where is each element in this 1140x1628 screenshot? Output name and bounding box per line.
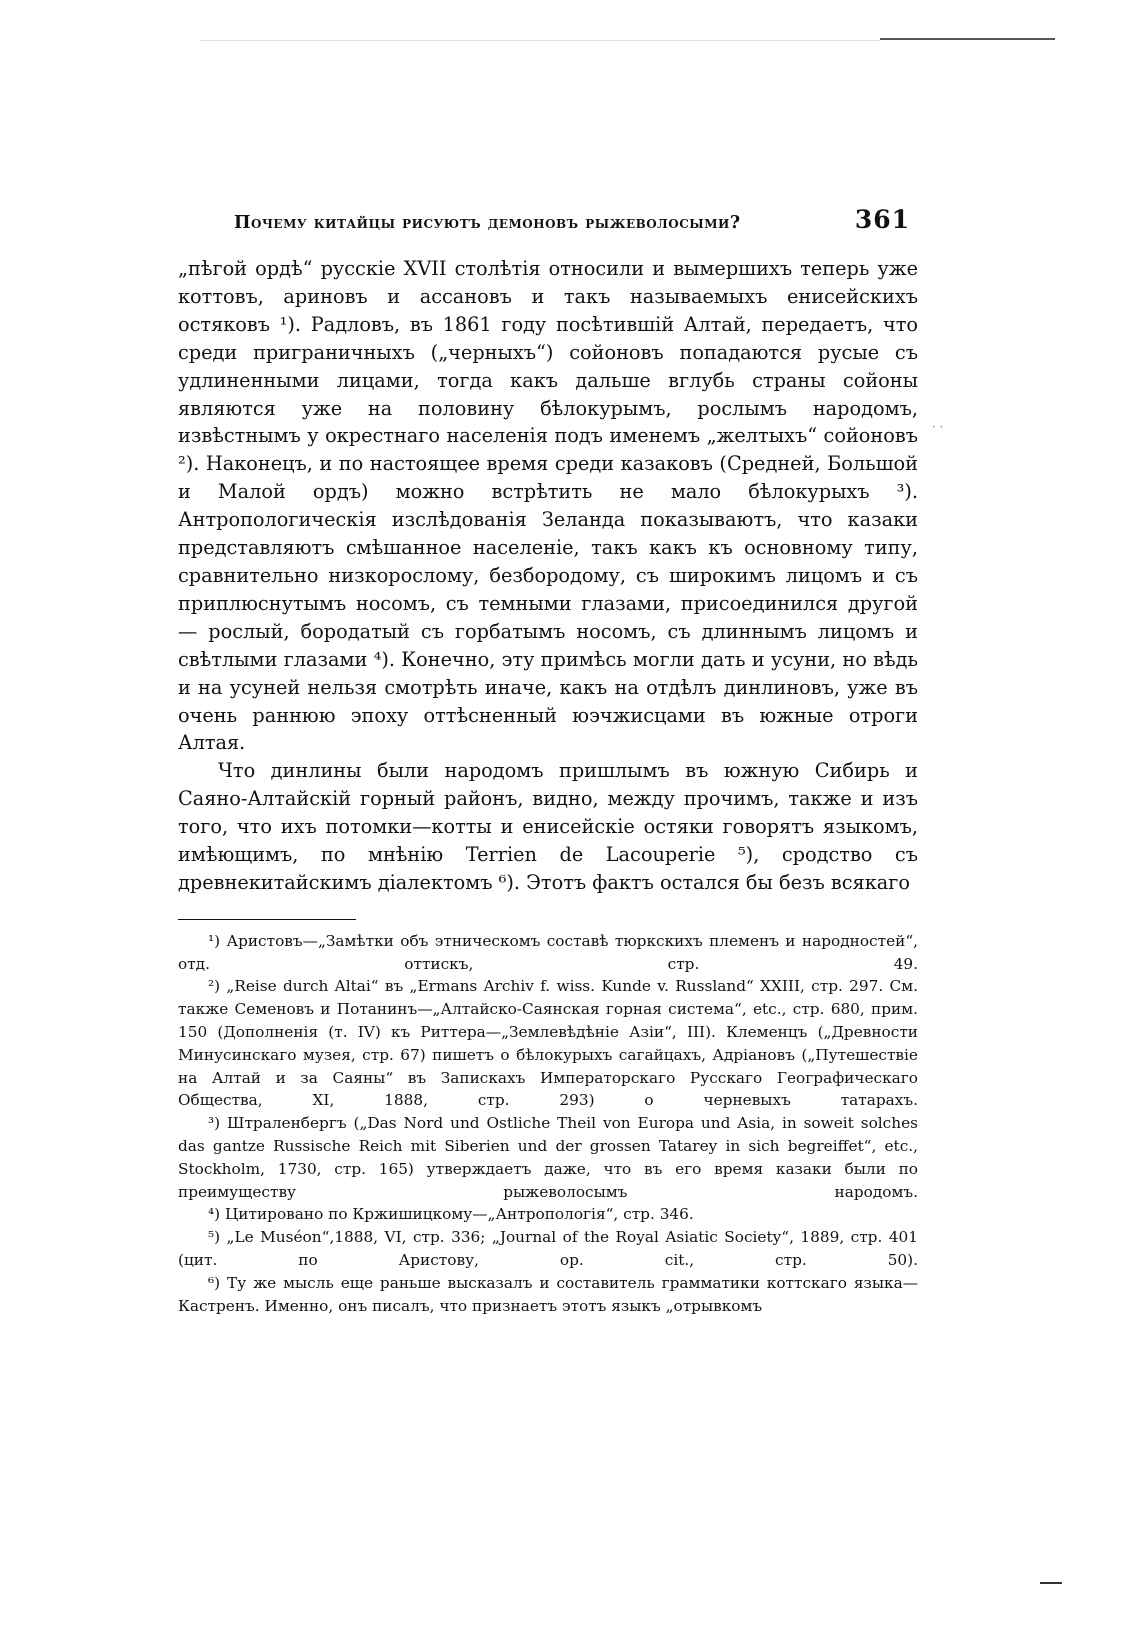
footnote-divider: [178, 919, 356, 920]
paragraph: „пѣгой ордѣ“ русскіе XVII столѣтія относили и вымершихъ теперь уже коттовъ, ариновъ и ассановъ и такъ называемыхъ енисейскихъ остяковъ ¹). Радловъ, въ 1861 году посѣтившій Алтай, передаетъ, что среди приграничныхъ („черныхъ“) сойоновъ попадаются русые съ удлиненными лицами, тогда какъ дальше вглубь страны сойоны являются уже на половину бѣлокурымъ, рослымъ народомъ, извѣстнымъ у окрестнаго населенія подъ именемъ „желтыхъ“ сойоновъ ²). Наконецъ, и по настоящее время среди казаковъ (Средней, Большой и Малой ордъ) можно встрѣтить не мало бѣлокурыхъ ³). Антропологическія изслѣдованія Зеланда показываютъ, что казаки представляютъ смѣшанное населеніе, такъ какъ къ основному типу, сравнительно низкорослому, безбородому, съ широкимъ лицомъ и съ приплюснутымъ носомъ, съ темными глазами, присоединился другой — рослый, бородатый съ горбатымъ носомъ, съ длиннымъ лицомъ и свѣтлыми глазами ⁴). Конечно, эту примѣсь могли дать и усуни, но вѣдь и на усуней нельзя смотрѣть иначе, какъ на отдѣлъ динлиновъ, уже въ очень раннюю эпоху оттѣсненный юэчжисцами въ южные отроги Алтая.: [178, 257, 918, 755]
footnote-6: ⁶) Ту же мысль еще раньше высказалъ и составитель грамматики коттскаго языка—Кастренъ. Именно, онъ писалъ, что признаетъ этотъ языкъ „отрывкомъ: [178, 1273, 918, 1315]
footnote-1: ¹) Аристовъ—„Замѣтки объ этническомъ составѣ тюркскихъ племенъ и народностей“, отд. оттискъ, стр. 49.: [178, 931, 918, 973]
margin-mark: · ·: [932, 420, 944, 434]
running-title: Почему китайцы рисуютъ демоновъ рыжеволосыми?: [234, 213, 741, 233]
scan-edge-line: [200, 40, 880, 41]
footnotes: [178, 930, 918, 1318]
page-header: [178, 205, 918, 241]
paragraph: Что динлины были народомъ пришлымъ въ южную Сибирь и Саяно-Алтайскій горный районъ, видно, между прочимъ, также и изъ того, что ихъ потомки—котты и енисейскіе остяки говорятъ языкомъ, имѣющимъ, по мнѣнію Terrien de Lacouperie ⁵), сродство съ древнекитайскимъ діалектомъ ⁶). Этотъ фактъ остался бы безъ всякаго: [178, 759, 918, 894]
body-text: [178, 255, 918, 897]
footnote-4: ⁴) Цитировано по Кржишицкому—„Антропологія“, стр. 346.: [208, 1205, 694, 1224]
footnote-3: ³) Штраленбергъ („Das Nord und Ostliche Theil von Europa und Asia, in soweit solches das gantze Russische Reich mit Siberien und der grossen Tatarey in sich begreiffet“, etc., Stockholm, 1730, стр. 165) утверждаетъ даже, что въ его время казаки были по преимуществу рыжеволосымъ народомъ.: [178, 1114, 918, 1201]
footnote-2: ²) „Reise durch Altai“ въ „Ermans Archiv f. wiss. Kunde v. Russland“ XXIII, стр. 297. См. также Семеновъ и Потанинъ—„Алтайско-Саянская горная система“, etc., стр. 680, прим. 150 (Дополненія (т. IV) къ Риттера—„Землевѣдѣніе Азіи“, III). Клеменцъ („Древности Минусинскаго музея, стр. 67) пишетъ о бѣлокурыхъ сагайцахъ, Адріановъ („Путешествіе на Алтай и за Саяны“ въ Запискахъ Императорскаго Русскаго Географическаго Общества, XI, 1888, стр. 293) о черневыхъ татарахъ.: [178, 977, 918, 1110]
scan-top-rule: [880, 38, 1055, 40]
page-number: 361: [854, 205, 910, 234]
book-page: [178, 205, 918, 1317]
footnote-5: ⁵) „Le Muséon“,1888, VI, стр. 336; „Journal of the Royal Asiatic Society“, 1889, стр. 401 (цит. по Аристову, op. cit., стр. 50).: [178, 1228, 918, 1269]
scan-bottom-mark: [1040, 1582, 1062, 1584]
